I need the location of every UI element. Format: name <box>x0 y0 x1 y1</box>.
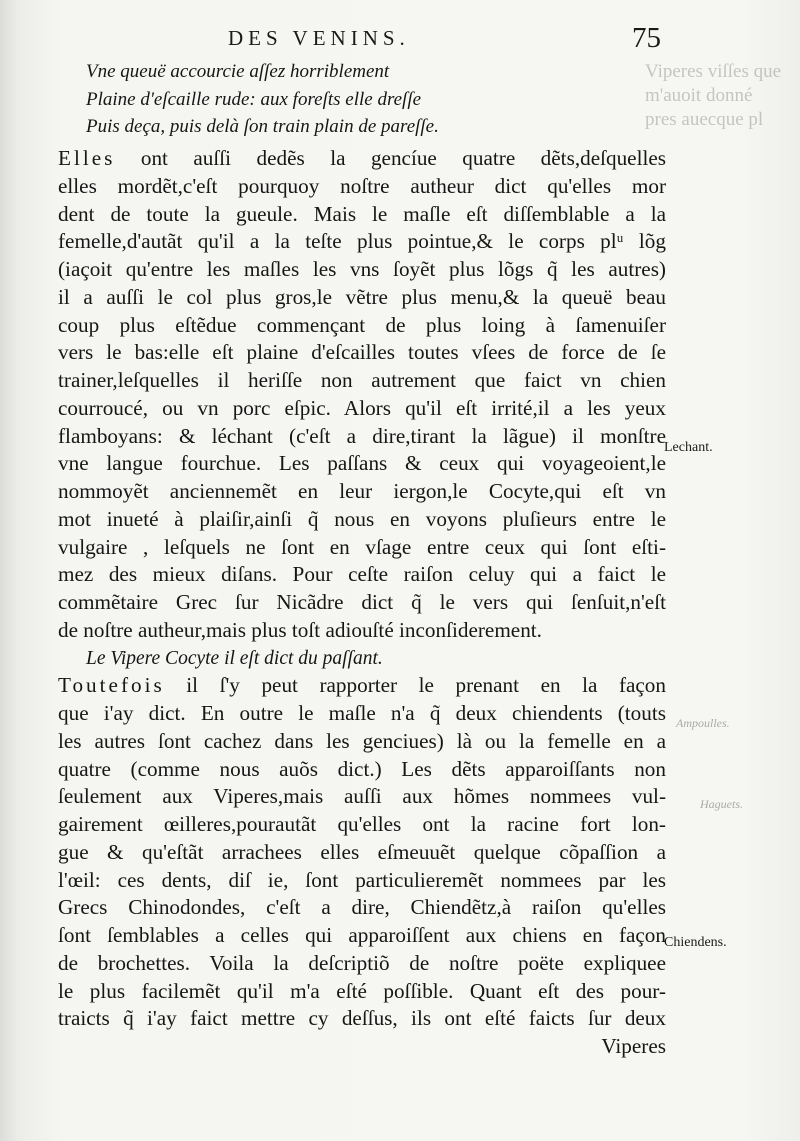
text-line <box>58 145 666 173</box>
text-line: l'œil: ces dents, diſ ie, ſont particulieremẽt nommees par les <box>58 867 666 892</box>
text-line-content: il ſ'y peut rapporter le prenant en la façon <box>186 673 666 698</box>
paragraph-lead-word: Toutefois <box>58 673 165 698</box>
text-line: commẽtaire Grec ſur Nicãdre dict q̃ le vers qui ſenſuit,n'eſt <box>58 590 666 614</box>
main-text-block <box>58 145 666 1061</box>
text-line: trainer,leſquelles il heriſſe non autrement que faict vn chien <box>58 368 666 392</box>
faded-margin-ampoules: Ampoulles. <box>676 716 730 730</box>
text-line: gairement œilleres,pourautãt qu'elles ont la racine fort lon- <box>58 812 666 836</box>
verse-line: Plaine d'eſcaille rude: aux foreſts elle dreſſe <box>86 88 422 110</box>
text-line: les autres ſont cachez dans les genciues) là ou la femelle en a <box>58 728 666 753</box>
verse-quotation <box>86 58 556 141</box>
verse-caption: Le Vipere Cocyte il eſt dict du paſſant. <box>86 647 383 669</box>
text-line: courroucé, ou vn porc eſpic. Alors qu'il eſt irrité,il a les yeux <box>58 395 666 420</box>
text-line: que i'ay dict. En outre le maſle n'a q̃ deux chiendents (touts <box>58 701 666 725</box>
text-line: gue & qu'eſtãt arrachees elles eſmeuuẽt quelque cõpaſſion a <box>58 839 666 864</box>
verse-line: Vne queuë accourcie aſſez horriblement <box>86 61 390 82</box>
margin-note-lechant: Lechant. <box>664 440 713 455</box>
verse-line: Puis deça, puis delà ſon train plain de pareſſe. <box>86 116 439 137</box>
faded-margin-haguets: Haguets. <box>700 797 743 811</box>
text-line: mot inueté à plaiſir,ainſi q̃ nous en voyons pluſieurs entre le <box>58 506 666 531</box>
margin-note-chiendens: Chiendens. <box>664 935 727 950</box>
bleed-line: Viperes viſſes que <box>645 61 782 82</box>
text-line: flamboyans: & léchant (c'eſt a dire,tirant la lãgue) il monſtre <box>58 423 666 448</box>
text-line: dent de toute la gueule. Mais le maſle eſt diſſemblable a la <box>58 201 666 226</box>
text-line: vne langue fourchue. Les paſſans & ceux qui voyageoient,le <box>58 451 666 476</box>
text-line: mez des mieux diſans. Pour ceſte raiſon celuy qui a faict le <box>58 562 666 587</box>
bleed-line: m'auoit donné <box>645 85 753 106</box>
text-line: elles mordẽt,c'eſt pourquoy noſtre autheur dict qu'elles mor <box>58 173 666 198</box>
text-line: ſont ſemblables a celles qui apparoiſſent aux chiens en façon <box>58 923 666 947</box>
text-line: femelle,d'autãt qu'il a la teſte plus pointue,& le corps plᵘ lõg <box>58 229 666 254</box>
text-line: de noſtre autheur,mais plus toſt adiouſté inconſiderement. <box>58 617 542 642</box>
page-header <box>0 22 800 56</box>
text-line: quatre (comme nous auõs dict.) Les dẽts apparoiſſants non <box>58 756 666 781</box>
bleed-line: pres auecque pl <box>645 109 764 130</box>
running-head: DES VENINS. <box>228 26 410 50</box>
text-line-content: ont auſſi dedẽs la gencíue quatre dẽts,deſquelles <box>140 146 667 170</box>
bleed-through-text <box>645 60 800 132</box>
paragraph-lead-word: Elles <box>58 146 116 170</box>
text-line: nommoyẽt anciennemẽt en leur iergon,le Cocyte,qui eſt vn <box>58 479 666 503</box>
text-line: ſeulement aux Viperes,mais auſſi aux hõmes nommees vul- <box>58 784 666 809</box>
text-line: Grecs Chinodondes, c'eſt a dire, Chiendẽtz,à raiſon qu'elles <box>58 895 666 920</box>
catchword: Viperes <box>601 1034 666 1058</box>
text-line <box>58 672 666 700</box>
text-line: il a auſſi le col plus gros,le vẽtre plus menu,& la queuë beau <box>58 284 666 309</box>
page-number: 75 <box>632 22 661 54</box>
text-line: vers le bas:elle eſt plaine d'eſcailles toutes vſees de force de ſe <box>58 340 666 365</box>
text-line: coup plus eſtẽdue commençant de plus loing à ſamenuiſer <box>58 312 666 337</box>
text-line: le plus facilemẽt qu'il m'a eſté poſſible. Quant eſt des pour- <box>58 978 666 1003</box>
text-line: (iaçoit qu'entre les maſles les vns ſoyẽt plus lõgs q̃ les autres) <box>58 257 666 281</box>
text-line: vulgaire , leſquels ne ſont en vſage entre ceux qui ſont eſti- <box>58 534 666 559</box>
text-line: traicts q̃ i'ay faict mettre cy deſſus, ils ont eſté faicts ſur deux <box>58 1006 666 1031</box>
text-line: de brochettes. Voila la deſcriptiõ de noſtre poëte expliquee <box>58 950 666 975</box>
